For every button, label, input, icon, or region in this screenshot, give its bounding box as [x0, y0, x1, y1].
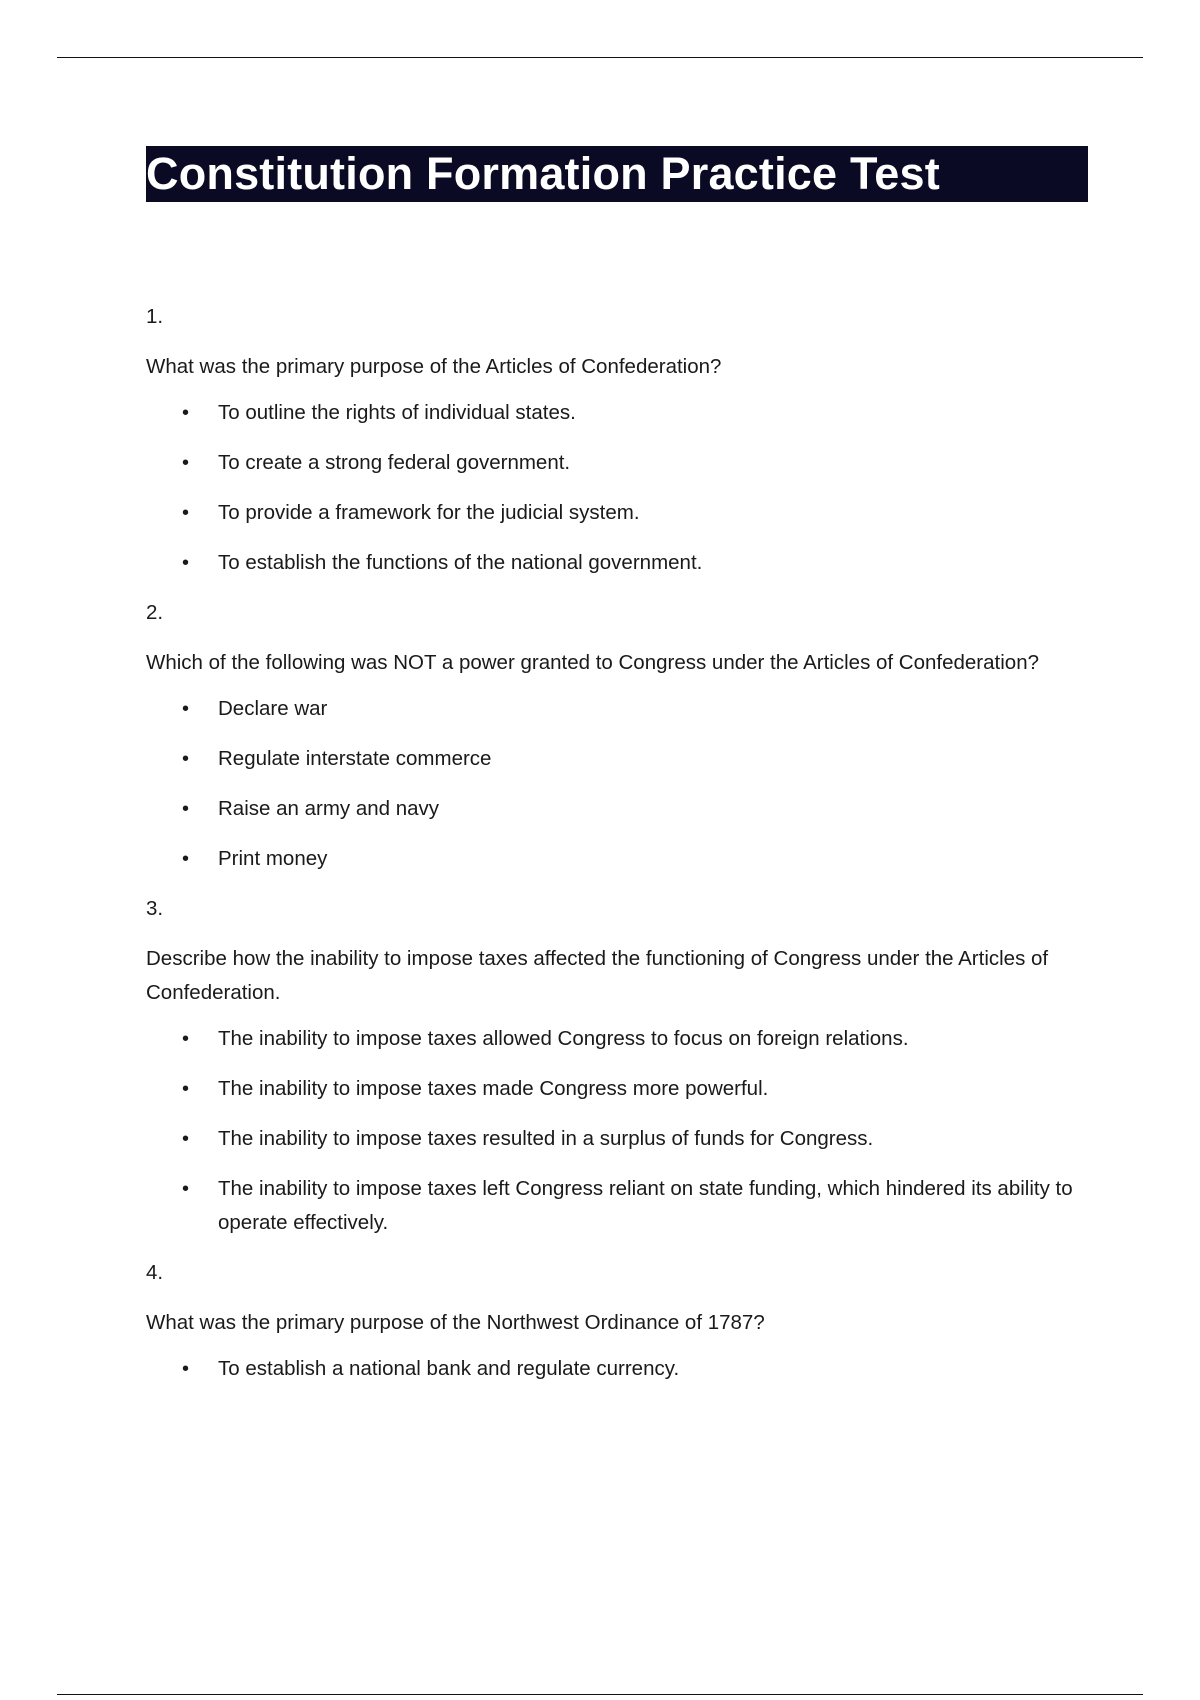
question-1: [146, 300, 1088, 580]
page-content: [146, 146, 1088, 1402]
option-item: [146, 742, 1088, 776]
option-item: [146, 1172, 1088, 1240]
question-number: 2.: [146, 601, 164, 624]
bullet-icon: •: [182, 1358, 190, 1380]
option-text: The inability to impose taxes resulted in a surplus of funds for Congress.: [218, 1127, 874, 1150]
option-item: [146, 1352, 1088, 1386]
bullet-icon: •: [182, 452, 190, 474]
option-item: [146, 692, 1088, 726]
question-text: What was the primary purpose of the Articles of Confederation?: [146, 355, 722, 378]
option-text: To outline the rights of individual states.: [218, 401, 576, 424]
option-item: [146, 546, 1088, 580]
question-list: [146, 300, 1088, 1386]
option-text: To establish a national bank and regulate currency.: [218, 1357, 680, 1380]
question-text: Which of the following was NOT a power granted to Congress under the Articles of Confederation?: [146, 651, 1039, 674]
bullet-icon: •: [182, 502, 190, 524]
option-list: [146, 1352, 1088, 1386]
question-4: [146, 1256, 1088, 1386]
bullet-icon: •: [182, 1128, 190, 1150]
header-rule: [57, 57, 1143, 58]
bullet-icon: •: [182, 402, 190, 424]
option-list: [146, 396, 1088, 580]
option-item: [146, 396, 1088, 430]
option-text: Raise an army and navy: [218, 797, 440, 820]
option-list: [146, 692, 1088, 876]
question-2: [146, 596, 1088, 876]
question-number: 1.: [146, 305, 164, 328]
option-item: [146, 842, 1088, 876]
footer-rule: [57, 1694, 1143, 1695]
bullet-icon: •: [182, 798, 190, 820]
bullet-icon: •: [182, 552, 190, 574]
bullet-icon: •: [182, 1028, 190, 1050]
option-item: [146, 1072, 1088, 1106]
option-text: The inability to impose taxes allowed Congress to focus on foreign relations.: [218, 1027, 909, 1050]
question-number: 4.: [146, 1261, 164, 1284]
bullet-icon: •: [182, 698, 190, 720]
option-text: To provide a framework for the judicial system.: [218, 501, 640, 524]
option-text: To establish the functions of the national government.: [218, 551, 703, 574]
option-list: [146, 1022, 1088, 1240]
option-text: The inability to impose taxes left Congress reliant on state funding, which hindered its ability to operate effectively.: [218, 1177, 1073, 1234]
option-text: Regulate interstate commerce: [218, 747, 492, 770]
option-text: The inability to impose taxes made Congress more powerful.: [218, 1077, 769, 1100]
option-text: Declare war: [218, 697, 328, 720]
question-text: Describe how the inability to impose taxes affected the functioning of Congress under the Articles of Confederation.: [146, 947, 1049, 1004]
question-number: 3.: [146, 897, 164, 920]
option-text: To create a strong federal government.: [218, 451, 571, 474]
question-3: [146, 892, 1088, 1240]
option-item: [146, 496, 1088, 530]
option-item: [146, 1022, 1088, 1056]
page-title: Constitution Formation Practice Test: [146, 146, 1088, 202]
option-item: [146, 446, 1088, 480]
option-item: [146, 1122, 1088, 1156]
option-item: [146, 792, 1088, 826]
bullet-icon: •: [182, 848, 190, 870]
option-text: Print money: [218, 847, 328, 870]
bullet-icon: •: [182, 748, 190, 770]
bullet-icon: •: [182, 1078, 190, 1100]
question-text: What was the primary purpose of the Northwest Ordinance of 1787?: [146, 1311, 765, 1334]
bullet-icon: •: [182, 1178, 190, 1200]
